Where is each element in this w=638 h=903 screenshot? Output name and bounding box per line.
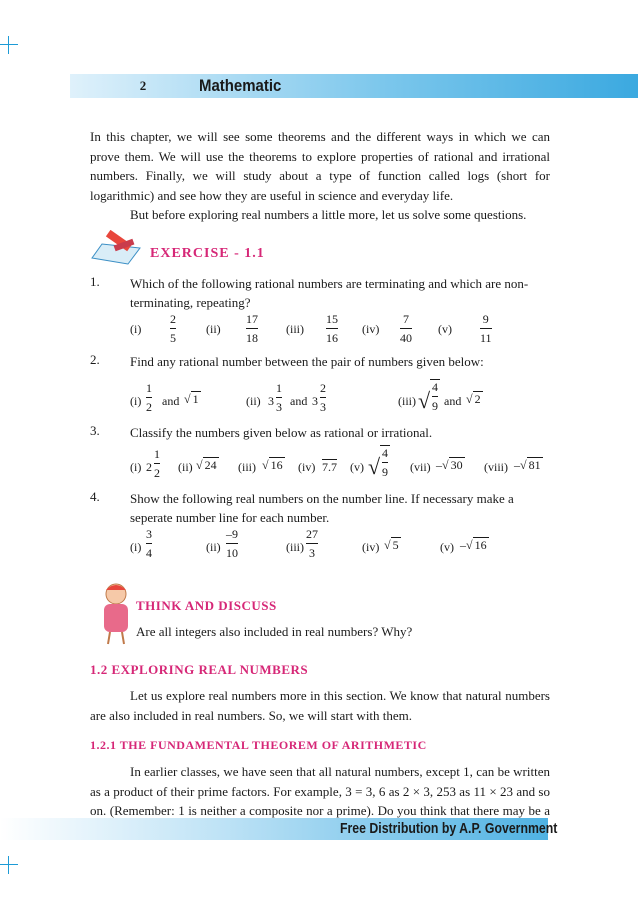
intro-paragraph-2: But before exploring real numbers a little more, let us solve some questions.	[130, 207, 527, 222]
fraction: 7 40	[400, 312, 412, 345]
page-number: 2	[139, 78, 147, 93]
and-word: and	[162, 394, 180, 408]
option-label: (vii)	[410, 460, 431, 474]
option-label: (iii)	[398, 394, 416, 408]
question-number: 1.	[90, 274, 100, 289]
sqrt-sign: √	[368, 454, 381, 479]
question-number: 3.	[90, 423, 100, 438]
option-label: (viii)	[484, 460, 508, 474]
repeating-decimal: 7.7	[322, 460, 337, 474]
option-label: (iv)	[362, 322, 380, 336]
fraction: –9 10	[226, 527, 238, 560]
sqrt-expression: –√ 81	[514, 458, 541, 472]
option-label: (iv)	[298, 460, 316, 474]
question-number: 2.	[90, 352, 100, 367]
option-label: (ii)	[178, 460, 193, 474]
sqrt-expression: √ 5	[384, 538, 399, 552]
sqrt-expression: √ 24	[196, 458, 217, 472]
option-label: (iii)	[286, 540, 304, 554]
and-word: and	[290, 394, 308, 408]
question-number: 4.	[90, 489, 100, 504]
sqrt-expression: –√ 30	[436, 458, 463, 472]
pencil-ruler-icon	[88, 230, 144, 270]
sqrt-expression: √ 16	[262, 458, 283, 472]
question-text: Show the following real numbers on the number line. If necessary make a seperate number line for each number.	[130, 491, 514, 525]
fraction: 1 2	[154, 447, 160, 480]
fraction: 1 2	[146, 381, 152, 414]
think-discuss-title: THINK AND DISCUSS	[136, 598, 277, 613]
option-label: (v)	[440, 540, 454, 554]
sqrt-expression: √ 1	[184, 392, 199, 406]
option-label: (ii)	[246, 394, 261, 408]
fraction: 3 4	[146, 527, 152, 560]
option-label: (v)	[438, 322, 452, 336]
mixed-whole: 3	[312, 394, 318, 408]
footer-text: Free Distribution by A.P. Government	[340, 820, 558, 837]
subsection-heading: 1.2.1 THE FUNDAMENTAL THEOREM OF ARITHMETIC	[90, 738, 427, 752]
subsection-paragraph: In earlier classes, we have seen that all natural numbers, except 1, can be written as a product of their prime factors. For example, 3 = 3, 6 as 2 × 3, 253 as 11 × 23 and so on. (Remember: 1 is neither a composite nor a prime). Do you think that there may be a	[90, 764, 550, 819]
option-label: (iv)	[362, 540, 380, 554]
option-label: (i)	[130, 394, 142, 408]
fraction: 1 3	[276, 381, 282, 414]
section-paragraph: Let us explore real numbers more in this section. We know that natural numbers are also included in real numbers. So, we will start with them.	[90, 688, 550, 723]
mixed-whole: 3	[268, 394, 274, 408]
intro-paragraph: In this chapter, we will see some theorems and the different ways in which we can prove them. We will use the theorems to explore properties of rational and irrational numbers. Finally, we will study about a type of function called logs (short for logarithmic) and see how they are useful in science and everyday life.	[90, 129, 550, 203]
sqrt-expression: –√ 16	[460, 538, 487, 552]
option-label: (i)	[130, 460, 142, 474]
and-word: and	[444, 394, 462, 408]
option-label: (i)	[130, 540, 142, 554]
fraction: 2 3	[320, 381, 326, 414]
fraction: 17 18	[246, 312, 258, 345]
thinking-girl-icon	[94, 580, 138, 646]
think-discuss-text: Are all integers also included in real numbers? Why?	[136, 624, 413, 639]
mixed-whole: 2	[146, 460, 152, 474]
fraction: 15 16	[326, 312, 338, 345]
fraction: 2 5	[170, 312, 176, 345]
option-label: (ii)	[206, 540, 221, 554]
sqrt-sign: √	[418, 388, 431, 413]
question-text: Classify the numbers given below as rational or irrational.	[130, 425, 433, 440]
option-label: (v)	[350, 460, 364, 474]
question-text: Which of the following rational numbers are terminating and which are non-terminating, repeating?	[130, 276, 529, 310]
option-label: (ii)	[206, 322, 221, 336]
option-label: (iii)	[286, 322, 304, 336]
fraction: 4 9	[382, 446, 388, 479]
option-label: (iii)	[238, 460, 256, 474]
question-text: Find any rational number between the pair of numbers given below:	[130, 354, 484, 369]
subject-title: Mathematic	[199, 76, 282, 95]
exercise-title: EXERCISE - 1.1	[150, 246, 265, 261]
fraction: 4 9	[432, 380, 438, 413]
option-label: (i)	[130, 322, 142, 336]
sqrt-expression: √ 2	[466, 392, 481, 406]
fraction: 9 11	[480, 312, 492, 345]
fraction: 27 3	[306, 527, 318, 560]
section-heading: 1.2 EXPLORING REAL NUMBERS	[90, 662, 309, 677]
